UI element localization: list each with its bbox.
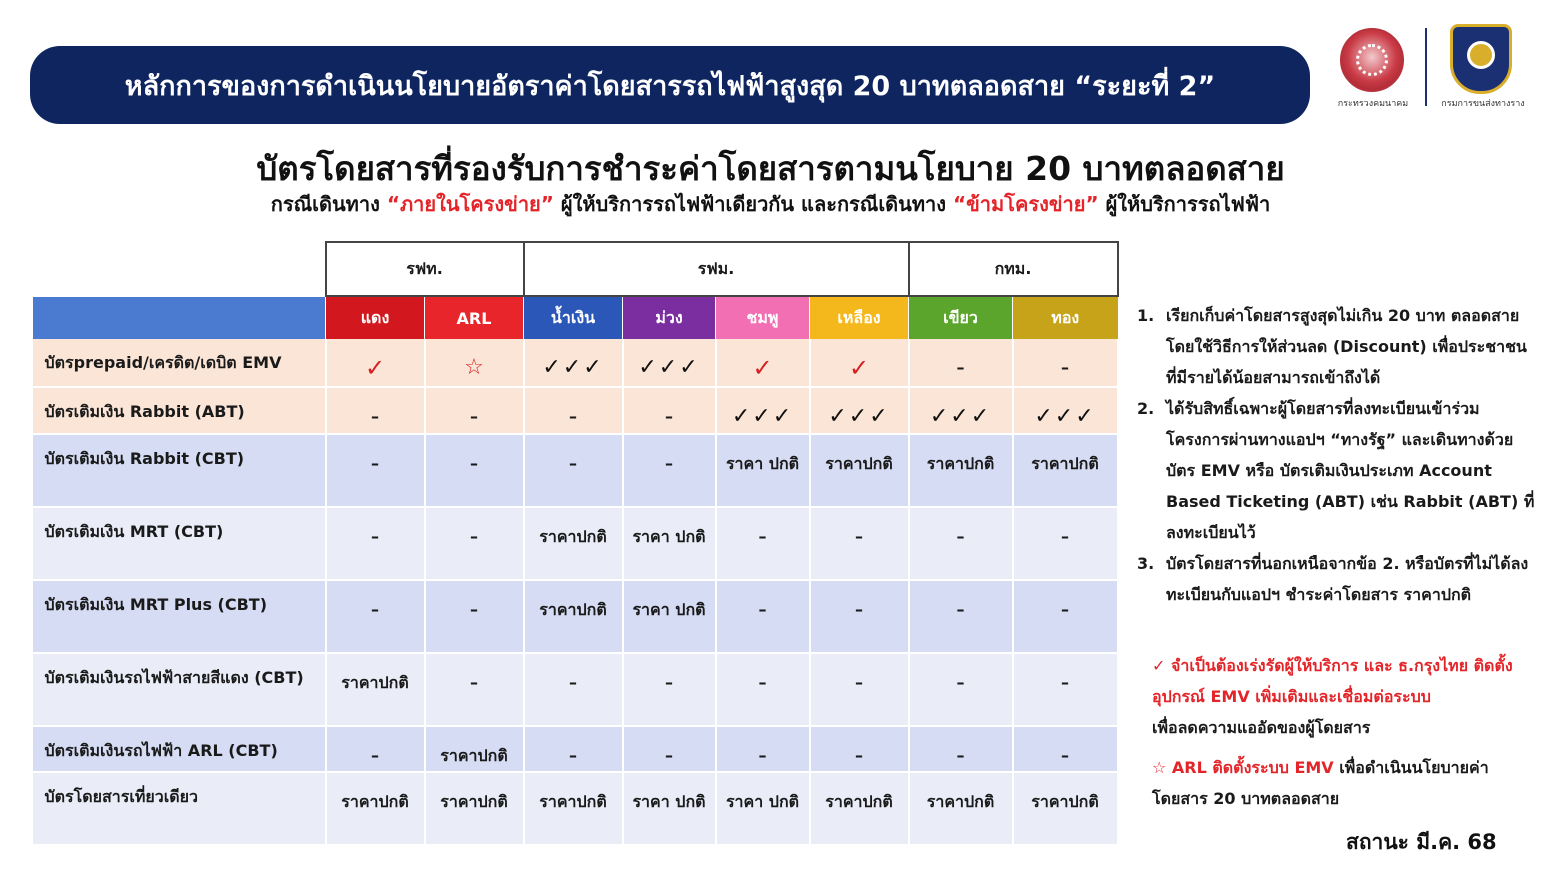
table-cell: ✓ xyxy=(326,339,425,387)
table-cell: – xyxy=(810,507,909,580)
table-cell: – xyxy=(623,653,716,726)
table-cell: – xyxy=(326,387,425,434)
line-header: ชมพู xyxy=(716,297,810,339)
table-cell: – xyxy=(810,580,909,653)
table-cell: – xyxy=(909,339,1013,387)
table-body xyxy=(33,339,1118,845)
line-header: น้ำเงิน xyxy=(524,297,623,339)
line-header: แดง xyxy=(326,297,425,339)
table-cell: – xyxy=(326,726,425,772)
status-date: สถานะ มี.ค. 68 xyxy=(1346,830,1497,854)
row-label: บัตรเติมเงิน Rabbit (ABT) xyxy=(33,387,326,434)
table-cell: – xyxy=(810,726,909,772)
table-cell: ราคาปกติ xyxy=(909,772,1013,845)
table-cell: – xyxy=(909,507,1013,580)
table-cell: ราคาปกติ xyxy=(810,772,909,845)
table-cell: – xyxy=(1013,507,1118,580)
table-cell: – xyxy=(909,653,1013,726)
table-cell: – xyxy=(425,580,524,653)
logo-divider xyxy=(1425,28,1427,106)
table-cell: – xyxy=(524,387,623,434)
table-cell: – xyxy=(425,653,524,726)
operator-header: รฟม. xyxy=(524,242,909,296)
table-cell: ราคา ปกติ xyxy=(716,434,810,507)
table-cell: ราคาปกติ xyxy=(1013,772,1118,845)
table-cell: ✓✓✓ xyxy=(623,339,716,387)
table-cell: ราคาปกติ xyxy=(909,434,1013,507)
table-cell: – xyxy=(1013,726,1118,772)
table-cell: – xyxy=(716,507,810,580)
star-icon: ☆ xyxy=(1152,758,1167,777)
table-row xyxy=(33,434,1118,507)
table-cell: ราคาปกติ xyxy=(1013,434,1118,507)
table-cell: ราคาปกติ xyxy=(425,726,524,772)
operator-header: กทม. xyxy=(909,242,1118,296)
table-cell: – xyxy=(1013,339,1118,387)
table-cell: ราคาปกติ xyxy=(326,772,425,845)
operator-header-row xyxy=(33,242,1118,296)
table-row xyxy=(33,339,1118,387)
table-cell: – xyxy=(810,653,909,726)
row-label: บัตรprepaid/เครดิต/เดบิต EMV xyxy=(33,339,326,387)
table-cell: ราคาปกติ xyxy=(810,434,909,507)
header-corner xyxy=(33,297,326,339)
row-label: บัตรเติมเงินรถไฟฟ้า ARL (CBT) xyxy=(33,726,326,772)
line-header: ARL xyxy=(425,297,524,339)
notes-list xyxy=(1137,300,1537,610)
table-cell: ราคา ปกติ xyxy=(623,772,716,845)
rail-department-logo-caption: กรมการขนส่งทางราง xyxy=(1441,99,1525,109)
line-header-row xyxy=(33,297,1118,339)
table-cell: ราคาปกติ xyxy=(425,772,524,845)
table-cell: – xyxy=(1013,653,1118,726)
note-item: 1. เรียกเก็บค่าโดยสารสูงสุดไม่เกิน 20 บาท ตลอดสาย โดยใช้วิธีการให้ส่วนลด (Discount) เพื่อประชาชนที่มีรายได้น้อยสามารถเข้าถึงได้ xyxy=(1137,306,1527,387)
table-row xyxy=(33,653,1118,726)
table-row xyxy=(33,387,1118,434)
header-banner xyxy=(30,46,1310,124)
table-cell: ราคา ปกติ xyxy=(623,507,716,580)
line-header: ม่วง xyxy=(623,297,716,339)
rail-department-seal-icon xyxy=(1450,24,1512,94)
table-cell: – xyxy=(425,434,524,507)
table-row xyxy=(33,726,1118,772)
table-cell: – xyxy=(425,507,524,580)
table-cell: ☆ xyxy=(425,339,524,387)
line-header: ทอง xyxy=(1013,297,1118,339)
table-cell: ราคา ปกติ xyxy=(623,580,716,653)
table-row xyxy=(33,580,1118,653)
table-cell: – xyxy=(623,726,716,772)
table-cell: ✓✓✓ xyxy=(909,387,1013,434)
table-cell: – xyxy=(716,653,810,726)
table-cell: – xyxy=(326,507,425,580)
table-cell: – xyxy=(623,434,716,507)
table-cell: – xyxy=(909,580,1013,653)
table-cell: ราคาปกติ xyxy=(524,507,623,580)
row-label: บัตรโดยสารเที่ยวเดียว xyxy=(33,772,326,845)
note-item: 3. บัตรโดยสารที่นอกเหนือจากข้อ 2. หรือบัตรที่ไม่ได้ลงทะเบียนกับแอปฯ ชำระค่าโดยสาร ราคาปกติ xyxy=(1137,554,1529,604)
table-cell: ✓✓✓ xyxy=(716,387,810,434)
row-label: บัตรเติมเงิน MRT Plus (CBT) xyxy=(33,580,326,653)
table-cell: – xyxy=(524,726,623,772)
check-icon: ✓ xyxy=(1152,656,1166,675)
table-cell: ราคาปกติ xyxy=(326,653,425,726)
table-cell: – xyxy=(425,387,524,434)
table-cell: ✓✓✓ xyxy=(1013,387,1118,434)
ministry-logo-caption: กระทรวงคมนาคม xyxy=(1337,99,1409,109)
table-cell: – xyxy=(326,434,425,507)
table-cell: – xyxy=(524,434,623,507)
ministry-seal-icon xyxy=(1340,28,1404,92)
banner-title: หลักการของการดำเนินนโยบายอัตราค่าโดยสารรถไฟฟ้าสูงสุด 20 บาทตลอดสาย “ระยะที่ 2” xyxy=(124,70,1216,102)
line-header: เหลือง xyxy=(810,297,909,339)
table-cell: ✓✓✓ xyxy=(524,339,623,387)
table-cell: ราคาปกติ xyxy=(524,580,623,653)
operator-header: รฟท. xyxy=(326,242,524,296)
table-cell: ราคาปกติ xyxy=(524,772,623,845)
row-label: บัตรเติมเงิน Rabbit (CBT) xyxy=(33,434,326,507)
table-cell: – xyxy=(1013,580,1118,653)
table-cell: – xyxy=(909,726,1013,772)
logo-group xyxy=(1328,20,1538,120)
note-item: 2. ได้รับสิทธิ์เฉพาะผู้โดยสารที่ลงทะเบียนเข้าร่วมโครงการผ่านทางแอปฯ “ทางรัฐ” และเดินทางด้วยบัตร EMV หรือ บัตรเติมเงินประเภท Account Based Ticketing (ABT) เช่น Rabbit (ABT) ที่ลงทะเบียนไว้ xyxy=(1137,399,1535,542)
table-cell: – xyxy=(716,580,810,653)
table-cell: ✓ xyxy=(716,339,810,387)
table-cell: ราคา ปกติ xyxy=(716,772,810,845)
arl-callout: ☆ ARL ติดตั้งระบบ EMV เพื่อดำเนินนโยบายค่าโดยสาร 20 บาทตลอดสาย xyxy=(1152,758,1489,808)
table-cell: – xyxy=(326,580,425,653)
row-label: บัตรเติมเงินรถไฟฟ้าสายสีแดง (CBT) xyxy=(33,653,326,726)
table-cell: ✓✓✓ xyxy=(810,387,909,434)
row-label: บัตรเติมเงิน MRT (CBT) xyxy=(33,507,326,580)
emv-callout: ✓ จำเป็นต้องเร่งรัดผู้ให้บริการ และ ธ.กรุงไทย ติดตั้งอุปกรณ์ EMV เพิ่มเติมและเชื่อมต่อระบบ เพื่อลดความแออัดของผู้โดยสาร xyxy=(1152,656,1513,737)
table-cell: – xyxy=(623,387,716,434)
table-row xyxy=(33,772,1118,845)
fare-card-table xyxy=(32,241,1119,846)
page-title: บัตรโดยสารที่รองรับการชำระค่าโดยสารตามนโยบาย 20 บาทตลอดสาย xyxy=(256,149,1285,188)
table-row xyxy=(33,507,1118,580)
page-subtitle: กรณีเดินทาง “ภายในโครงข่าย” ผู้ให้บริการรถไฟฟ้าเดียวกัน และกรณีเดินทาง “ข้ามโครงข่าย” ผู้ให้บริการรถไฟฟ้า xyxy=(270,192,1271,216)
table-cell: – xyxy=(716,726,810,772)
table-cell: – xyxy=(524,653,623,726)
table-cell: ✓ xyxy=(810,339,909,387)
line-header: เขียว xyxy=(909,297,1013,339)
